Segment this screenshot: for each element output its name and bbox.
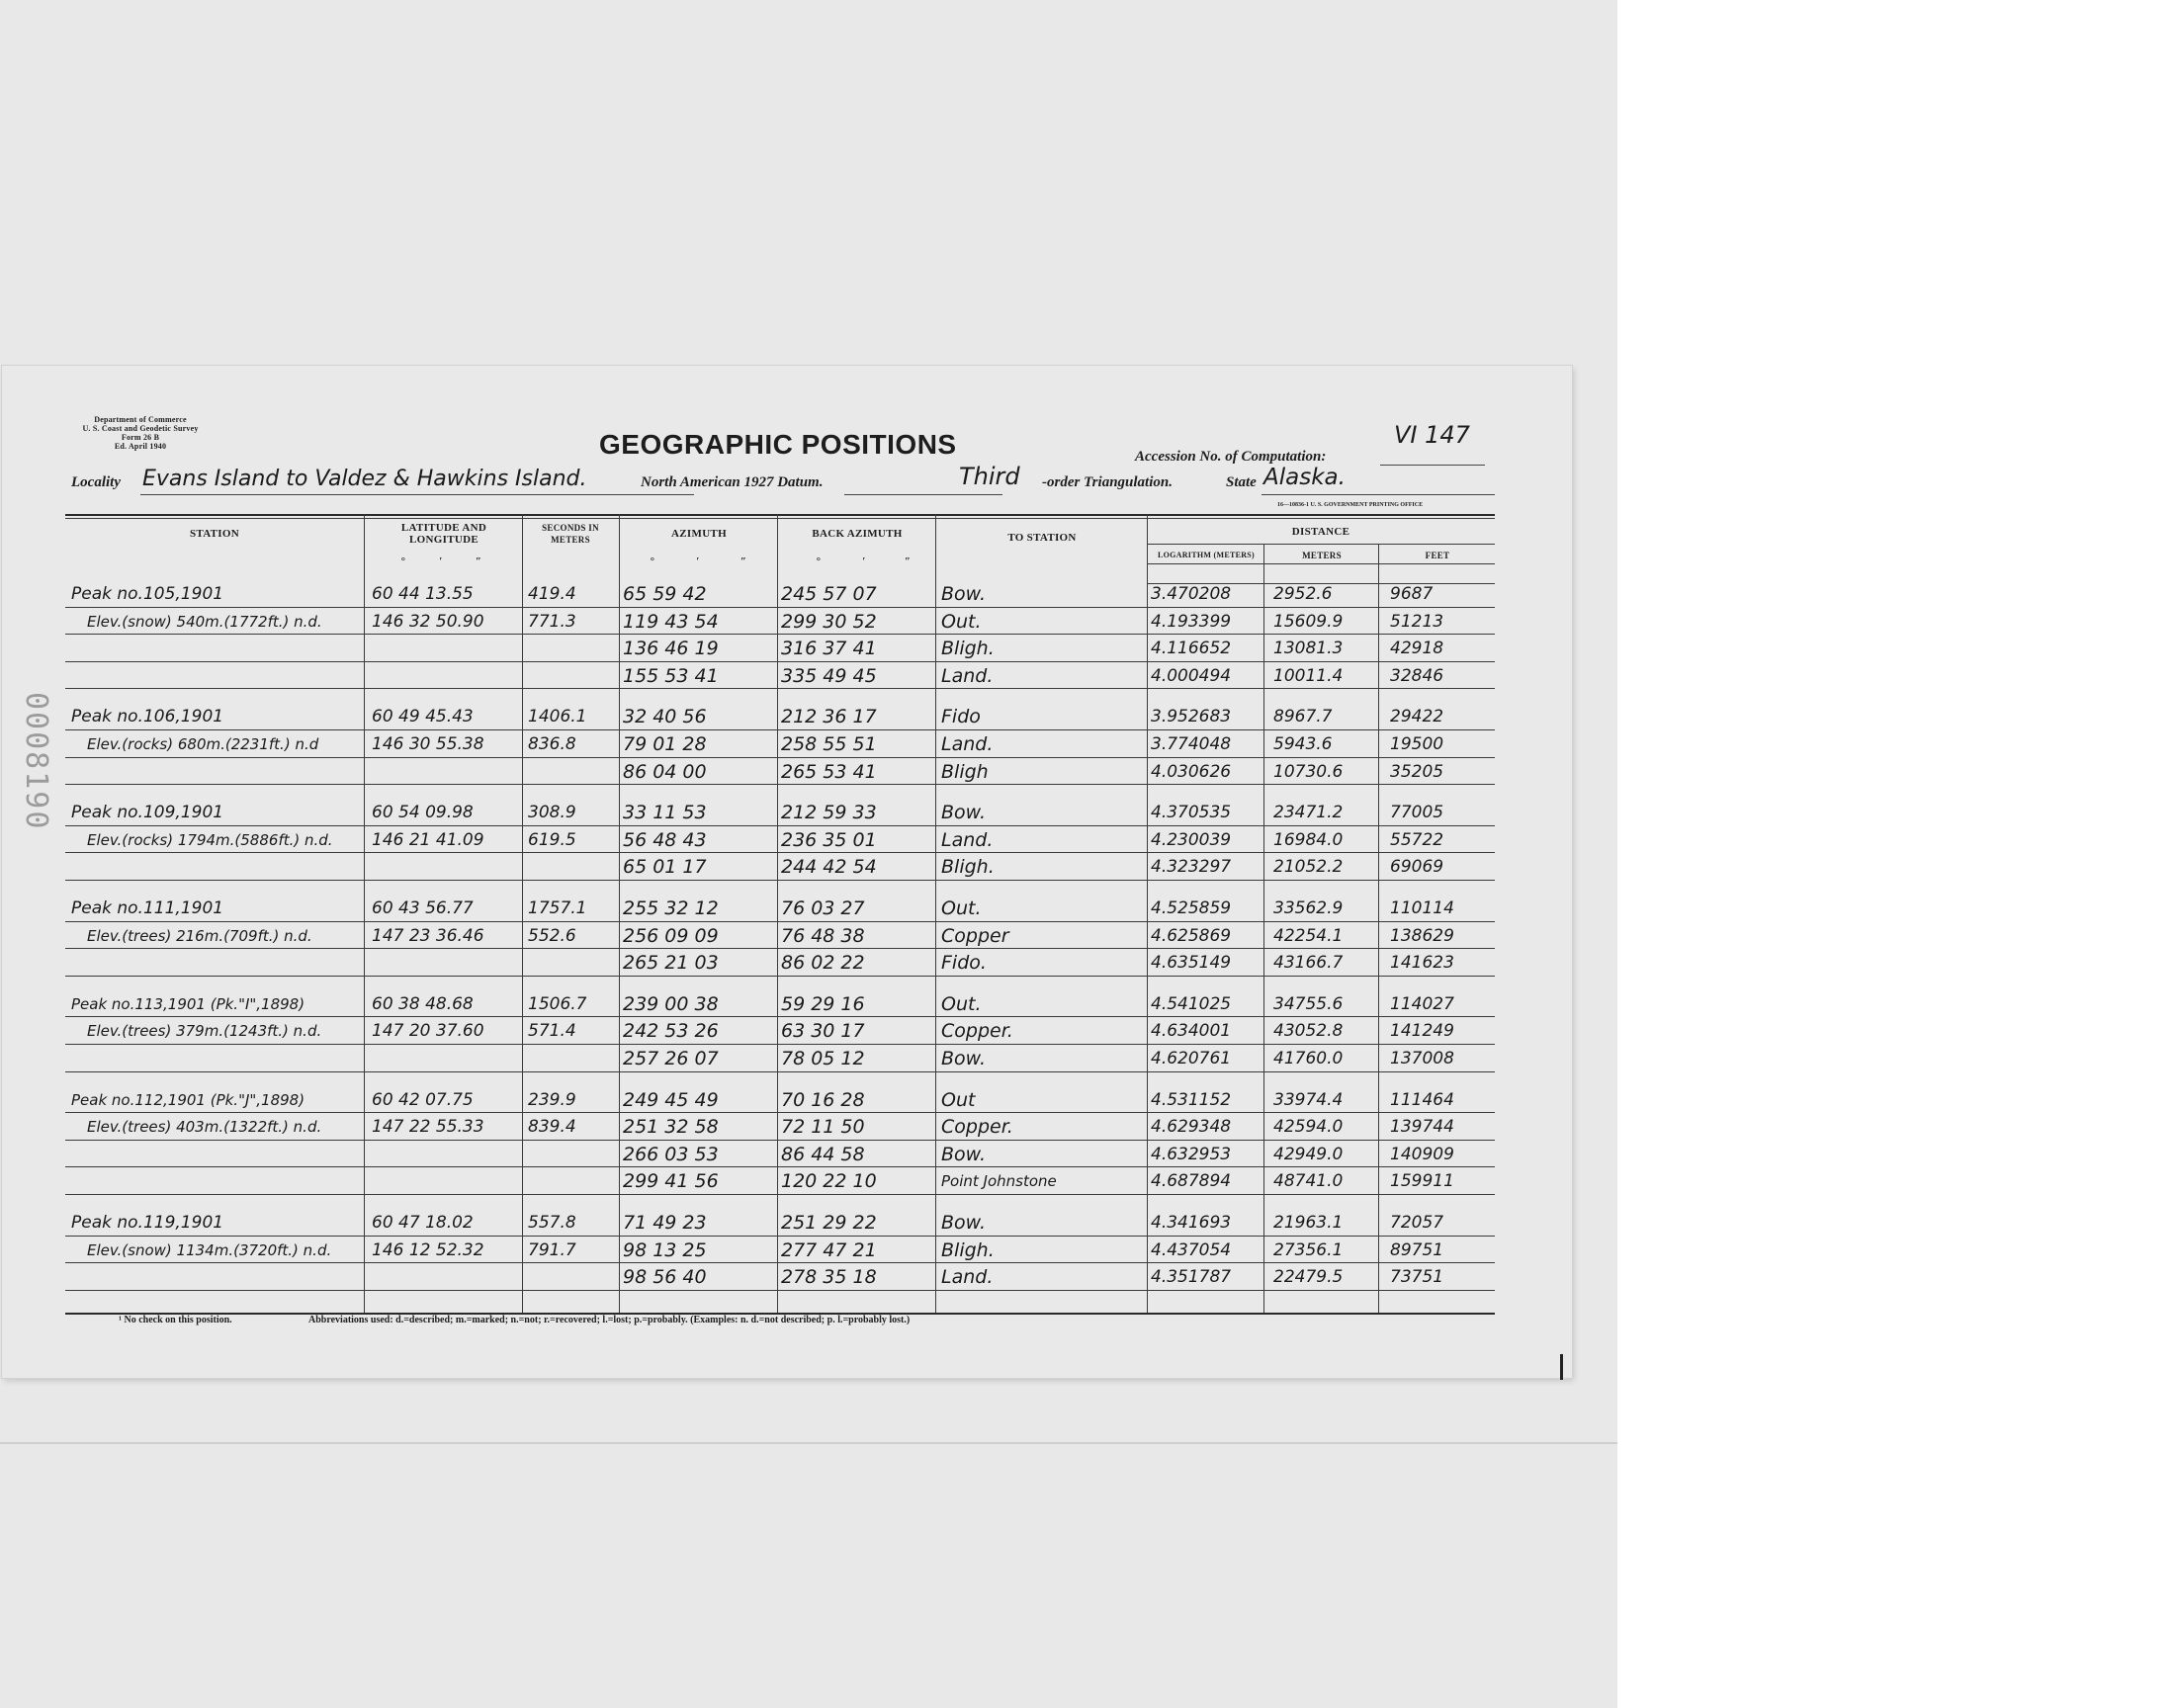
second-mark: ″ bbox=[904, 555, 912, 567]
header-latlon: LATITUDE AND LONGITUDE bbox=[400, 522, 487, 546]
to-station-cell: Bow. bbox=[941, 1212, 987, 1234]
accession-value: VI 147 bbox=[1394, 421, 1470, 449]
department-line: U. S. Coast and Geodetic Survey bbox=[82, 424, 199, 433]
to-station-cell: Land. bbox=[941, 1266, 994, 1289]
accession-underline bbox=[1380, 465, 1485, 466]
header-back-azimuth: BACK AZIMUTH bbox=[812, 528, 903, 540]
station-cell: Peak no.113,1901 (Pk."I",1898) bbox=[71, 994, 305, 1013]
feet-cell: 141623 bbox=[1390, 953, 1454, 974]
meters-cell: 10730.6 bbox=[1273, 761, 1344, 782]
row-rule bbox=[65, 1262, 1495, 1263]
feet-cell: 73751 bbox=[1390, 1267, 1444, 1288]
latlon-cell: 146 21 41.09 bbox=[372, 829, 484, 850]
feet-cell: 29422 bbox=[1390, 707, 1444, 727]
azimuth-cell: 255 32 12 bbox=[623, 897, 719, 919]
azimuth-cell: 56 48 43 bbox=[623, 828, 707, 851]
second-mark: ″ bbox=[740, 555, 747, 567]
seconds-cell: 619.5 bbox=[528, 829, 576, 850]
latlon-cell: 147 22 55.33 bbox=[372, 1117, 484, 1138]
locality-value: Evans Island to Valdez & Hawkins Island. bbox=[142, 467, 587, 491]
feet-cell: 159911 bbox=[1390, 1171, 1454, 1192]
logarithm-cell: 4.620761 bbox=[1151, 1049, 1232, 1068]
header-azimuth: AZIMUTH bbox=[671, 528, 727, 540]
seconds-cell: 419.4 bbox=[528, 584, 576, 604]
header-seconds: SECONDS IN METERS bbox=[542, 523, 599, 545]
meters-cell: 13081.3 bbox=[1273, 639, 1344, 659]
latlon-cell: 60 49 45.43 bbox=[372, 707, 474, 727]
row-rule bbox=[65, 661, 1495, 662]
station-cell: Elev.(snow) 1134m.(3720ft.) n.d. bbox=[87, 1240, 332, 1259]
feet-cell: 69069 bbox=[1390, 857, 1444, 878]
to-station-cell: Out. bbox=[941, 992, 982, 1015]
feet-cell: 137008 bbox=[1390, 1049, 1454, 1068]
logarithm-cell: 4.193399 bbox=[1151, 611, 1232, 632]
azimuth-cell: 155 53 41 bbox=[623, 664, 719, 687]
row-rule bbox=[65, 1016, 1495, 1017]
to-station-cell: Land. bbox=[941, 733, 994, 755]
station-cell: Peak no.109,1901 bbox=[71, 803, 224, 823]
azimuth-cell: 65 01 17 bbox=[623, 856, 707, 879]
meters-cell: 5943.6 bbox=[1273, 734, 1333, 754]
degree-mark: ° bbox=[400, 555, 406, 567]
azimuth-cell: 32 40 56 bbox=[623, 706, 707, 728]
row-rule bbox=[65, 1112, 1495, 1113]
latlon-cell: 147 20 37.60 bbox=[372, 1021, 484, 1042]
seconds-cell: 791.7 bbox=[528, 1239, 576, 1260]
state-value: Alaska. bbox=[1263, 465, 1346, 490]
back-azimuth-cell: 277 47 21 bbox=[781, 1238, 877, 1261]
feet-cell: 35205 bbox=[1390, 761, 1444, 782]
meters-cell: 8967.7 bbox=[1273, 707, 1333, 727]
latlon-cell: 60 42 07.75 bbox=[372, 1089, 474, 1110]
station-cell: Elev.(rocks) 680m.(2231ft.) n.d bbox=[87, 735, 319, 753]
station-cell: Elev.(trees) 379m.(1243ft.) n.d. bbox=[87, 1022, 322, 1041]
meters-cell: 33974.4 bbox=[1273, 1089, 1344, 1110]
row-rule bbox=[65, 1166, 1495, 1167]
azimuth-cell: 265 21 03 bbox=[623, 952, 719, 975]
logarithm-cell: 4.625869 bbox=[1151, 925, 1232, 946]
seconds-cell: 1757.1 bbox=[528, 898, 587, 918]
order-value: Third bbox=[959, 463, 1020, 490]
to-station-cell: Bligh. bbox=[941, 638, 995, 660]
latlon-cell: 147 23 36.46 bbox=[372, 925, 484, 946]
row-rule bbox=[65, 757, 1495, 758]
back-azimuth-cell: 316 37 41 bbox=[781, 638, 877, 660]
row-rule bbox=[65, 1071, 1495, 1072]
row-rule bbox=[65, 688, 1495, 689]
azimuth-cell: 249 45 49 bbox=[623, 1088, 719, 1111]
station-cell: Elev.(trees) 403m.(1322ft.) n.d. bbox=[87, 1118, 322, 1137]
distance-group-rule bbox=[1147, 544, 1495, 545]
azimuth-cell: 257 26 07 bbox=[623, 1048, 719, 1069]
latlon-cell: 146 12 52.32 bbox=[372, 1239, 484, 1260]
meters-cell: 2952.6 bbox=[1273, 584, 1333, 604]
station-cell: Elev.(snow) 540m.(1772ft.) n.d. bbox=[87, 612, 322, 631]
to-station-cell: Bow. bbox=[941, 1143, 987, 1165]
row-rule bbox=[65, 976, 1495, 977]
card-edge-mark bbox=[1560, 1354, 1563, 1380]
to-station-cell: Out bbox=[941, 1088, 976, 1111]
feet-cell: 89751 bbox=[1390, 1239, 1444, 1260]
meters-cell: 33562.9 bbox=[1273, 898, 1344, 918]
latlon-cell: 146 30 55.38 bbox=[372, 734, 484, 754]
back-azimuth-cell: 251 29 22 bbox=[781, 1212, 877, 1234]
azimuth-cell: 256 09 09 bbox=[623, 924, 719, 947]
back-azimuth-cell: 59 29 16 bbox=[781, 992, 865, 1015]
seconds-cell: 239.9 bbox=[528, 1089, 576, 1110]
minute-mark: ′ bbox=[862, 555, 866, 567]
meters-cell: 41760.0 bbox=[1273, 1049, 1344, 1068]
azimuth-cell: 251 32 58 bbox=[623, 1116, 719, 1139]
azimuth-cell: 71 49 23 bbox=[623, 1212, 707, 1234]
distance-subheader-rule bbox=[1147, 563, 1495, 564]
meters-cell: 48741.0 bbox=[1273, 1171, 1344, 1192]
logarithm-cell: 4.531152 bbox=[1151, 1089, 1232, 1110]
department-header bbox=[71, 415, 210, 451]
feet-cell: 141249 bbox=[1390, 1021, 1454, 1042]
feet-cell: 32846 bbox=[1390, 665, 1444, 686]
seconds-cell: 1406.1 bbox=[528, 707, 587, 727]
back-azimuth-cell: 120 22 10 bbox=[781, 1170, 877, 1193]
row-rule bbox=[65, 1290, 1495, 1291]
meters-cell: 43166.7 bbox=[1273, 953, 1344, 974]
back-azimuth-cell: 78 05 12 bbox=[781, 1048, 865, 1069]
station-cell: Peak no.111,1901 bbox=[71, 898, 224, 918]
logarithm-cell: 3.470208 bbox=[1151, 584, 1232, 604]
meters-cell: 43052.8 bbox=[1273, 1021, 1344, 1042]
logarithm-cell: 4.525859 bbox=[1151, 898, 1232, 918]
back-azimuth-cell: 278 35 18 bbox=[781, 1266, 877, 1289]
header-station: STATION bbox=[190, 528, 239, 540]
second-mark: ″ bbox=[475, 555, 482, 567]
datum-label: North American 1927 Datum. bbox=[641, 474, 824, 490]
back-azimuth-cell: 258 55 51 bbox=[781, 733, 877, 755]
to-station-cell: Out. bbox=[941, 610, 982, 633]
logarithm-cell: 4.437054 bbox=[1151, 1239, 1232, 1260]
department-line: Ed. April 1940 bbox=[114, 442, 167, 451]
locality-underline bbox=[140, 494, 694, 495]
accession-stamp: 0008190 bbox=[19, 692, 53, 831]
meters-cell: 42949.0 bbox=[1273, 1144, 1344, 1164]
degree-mark: ° bbox=[650, 555, 655, 567]
logarithm-cell: 4.323297 bbox=[1151, 857, 1232, 878]
back-azimuth-cell: 63 30 17 bbox=[781, 1020, 865, 1043]
back-azimuth-cell: 244 42 54 bbox=[781, 856, 877, 879]
logarithm-cell: 4.632953 bbox=[1151, 1144, 1232, 1164]
row-rule bbox=[65, 1236, 1495, 1237]
to-station-cell: Copper. bbox=[941, 1116, 1013, 1139]
latlon-cell: 146 32 50.90 bbox=[372, 611, 484, 632]
locality-label: Locality bbox=[71, 474, 121, 490]
header-feet: FEET bbox=[1425, 551, 1450, 560]
row-rule bbox=[65, 825, 1495, 826]
meters-cell: 21052.2 bbox=[1273, 857, 1344, 878]
to-station-cell: Bow. bbox=[941, 583, 987, 605]
back-azimuth-cell: 86 44 58 bbox=[781, 1143, 865, 1165]
meters-cell: 27356.1 bbox=[1273, 1239, 1344, 1260]
to-station-cell: Copper bbox=[941, 924, 1009, 947]
abbreviations-note: Abbreviations used: d.=described; m.=marked; n.=not; r.=recovered; l.=lost; p.=probably. (Examples: n. d.=not described; p. l.=probably lost.) bbox=[308, 1315, 911, 1325]
order-underline bbox=[844, 494, 1002, 495]
col-rule bbox=[1263, 544, 1264, 1315]
station-cell: Peak no.112,1901 (Pk."J",1898) bbox=[71, 1090, 305, 1109]
logarithm-cell: 4.351787 bbox=[1151, 1267, 1232, 1288]
logarithm-cell: 4.116652 bbox=[1151, 639, 1232, 659]
state-underline bbox=[1262, 494, 1495, 495]
feet-cell: 72057 bbox=[1390, 1213, 1444, 1233]
meters-cell: 15609.9 bbox=[1273, 611, 1344, 632]
feet-cell: 42918 bbox=[1390, 639, 1444, 659]
row-rule bbox=[65, 607, 1495, 608]
row-rule bbox=[65, 634, 1495, 635]
logarithm-cell: 4.370535 bbox=[1151, 803, 1232, 823]
department-line: Form 26 B bbox=[121, 433, 160, 442]
seconds-cell: 571.4 bbox=[528, 1021, 576, 1042]
header-meters: METERS bbox=[1302, 551, 1342, 560]
azimuth-cell: 33 11 53 bbox=[623, 802, 707, 824]
logarithm-cell: 4.634001 bbox=[1151, 1021, 1232, 1042]
back-azimuth-cell: 76 03 27 bbox=[781, 897, 865, 919]
meters-cell: 16984.0 bbox=[1273, 829, 1344, 850]
seconds-cell: 1506.7 bbox=[528, 993, 587, 1014]
feet-cell: 19500 bbox=[1390, 734, 1444, 754]
back-azimuth-cell: 212 59 33 bbox=[781, 802, 877, 824]
row-rule bbox=[65, 921, 1495, 922]
latlon-cell: 60 38 48.68 bbox=[372, 993, 474, 1014]
logarithm-cell: 4.687894 bbox=[1151, 1171, 1232, 1192]
minute-mark: ′ bbox=[696, 555, 700, 567]
to-station-cell: Bow. bbox=[941, 802, 987, 824]
back-azimuth-cell: 265 53 41 bbox=[781, 760, 877, 783]
back-azimuth-cell: 76 48 38 bbox=[781, 924, 865, 947]
minute-mark: ′ bbox=[439, 555, 443, 567]
latlon-cell: 60 43 56.77 bbox=[372, 898, 474, 918]
station-cell: Elev.(rocks) 1794m.(5886ft.) n.d. bbox=[87, 830, 333, 849]
to-station-cell: Bligh. bbox=[941, 1238, 995, 1261]
azimuth-cell: 119 43 54 bbox=[623, 610, 719, 633]
positions-table bbox=[65, 514, 1495, 1315]
back-azimuth-cell: 335 49 45 bbox=[781, 664, 877, 687]
row-rule bbox=[65, 784, 1495, 785]
azimuth-cell: 299 41 56 bbox=[623, 1170, 719, 1193]
station-cell: Peak no.106,1901 bbox=[71, 707, 224, 727]
back-azimuth-cell: 245 57 07 bbox=[781, 583, 877, 605]
row-rule bbox=[65, 1044, 1495, 1045]
to-station-cell: Fido bbox=[941, 706, 981, 728]
to-station-cell: Out. bbox=[941, 897, 982, 919]
feet-cell: 55722 bbox=[1390, 829, 1444, 850]
to-station-cell: Copper. bbox=[941, 1020, 1013, 1043]
azimuth-cell: 266 03 53 bbox=[623, 1143, 719, 1165]
page-title: GEOGRAPHIC POSITIONS bbox=[599, 429, 957, 460]
feet-cell: 110114 bbox=[1390, 898, 1454, 918]
latlon-cell: 60 44 13.55 bbox=[372, 584, 474, 604]
locality-row bbox=[71, 463, 1495, 496]
to-station-cell: Land. bbox=[941, 828, 994, 851]
feet-cell: 114027 bbox=[1390, 993, 1454, 1014]
to-station-cell: Bligh. bbox=[941, 856, 995, 879]
seconds-cell: 771.3 bbox=[528, 611, 576, 632]
feet-cell: 138629 bbox=[1390, 925, 1454, 946]
to-station-cell: Bow. bbox=[941, 1048, 987, 1069]
order-label: -order Triangulation. bbox=[1042, 474, 1173, 490]
scan-band bbox=[0, 1442, 1617, 1444]
to-station-cell: Point Johnstone bbox=[941, 1172, 1057, 1191]
feet-cell: 51213 bbox=[1390, 611, 1444, 632]
latlon-cell: 60 54 09.98 bbox=[372, 803, 474, 823]
form-number: 16—10836-1 U. S. GOVERNMENT PRINTING OFFICE bbox=[1277, 502, 1424, 508]
logarithm-cell: 4.635149 bbox=[1151, 953, 1232, 974]
row-rule bbox=[65, 1140, 1495, 1141]
row-rule bbox=[65, 729, 1495, 730]
back-azimuth-cell: 212 36 17 bbox=[781, 706, 877, 728]
logarithm-cell: 3.952683 bbox=[1151, 707, 1232, 727]
seconds-cell: 836.8 bbox=[528, 734, 576, 754]
meters-cell: 22479.5 bbox=[1273, 1267, 1344, 1288]
accession-label: Accession No. of Computation: bbox=[1135, 449, 1327, 465]
row-rule bbox=[65, 948, 1495, 949]
feet-cell: 9687 bbox=[1390, 584, 1434, 604]
seconds-cell: 839.4 bbox=[528, 1117, 576, 1138]
back-azimuth-cell: 299 30 52 bbox=[781, 610, 877, 633]
seconds-cell: 552.6 bbox=[528, 925, 576, 946]
station-cell: Peak no.105,1901 bbox=[71, 584, 224, 604]
azimuth-cell: 136 46 19 bbox=[623, 638, 719, 660]
station-cell: Peak no.119,1901 bbox=[71, 1213, 224, 1233]
row-rule bbox=[65, 880, 1495, 881]
footnote: ¹ No check on this position. bbox=[119, 1315, 232, 1325]
logarithm-cell: 3.774048 bbox=[1151, 734, 1232, 754]
meters-cell: 42254.1 bbox=[1273, 925, 1344, 946]
department-line: Department of Commerce bbox=[94, 415, 187, 424]
feet-cell: 139744 bbox=[1390, 1117, 1454, 1138]
logarithm-cell: 4.629348 bbox=[1151, 1117, 1232, 1138]
degree-mark: ° bbox=[816, 555, 822, 567]
row-rule bbox=[65, 852, 1495, 853]
header-logarithm: LOGARITHM (METERS) bbox=[1157, 551, 1256, 559]
to-station-cell: Bligh bbox=[941, 760, 989, 783]
azimuth-cell: 98 13 25 bbox=[623, 1238, 707, 1261]
logarithm-cell: 4.030626 bbox=[1151, 761, 1232, 782]
feet-cell: 140909 bbox=[1390, 1144, 1454, 1164]
meters-cell: 10011.4 bbox=[1273, 665, 1344, 686]
to-station-cell: Land. bbox=[941, 664, 994, 687]
azimuth-cell: 65 59 42 bbox=[623, 583, 707, 605]
logarithm-cell: 4.000494 bbox=[1151, 665, 1232, 686]
back-azimuth-cell: 70 16 28 bbox=[781, 1088, 865, 1111]
row-rule bbox=[65, 1194, 1495, 1195]
seconds-cell: 308.9 bbox=[528, 803, 576, 823]
header-to-station: TO STATION bbox=[1007, 532, 1077, 544]
to-station-cell: Fido. bbox=[941, 952, 987, 975]
seconds-cell: 557.8 bbox=[528, 1213, 576, 1233]
feet-cell: 77005 bbox=[1390, 803, 1444, 823]
azimuth-cell: 98 56 40 bbox=[623, 1266, 707, 1289]
logarithm-cell: 4.541025 bbox=[1151, 993, 1232, 1014]
meters-cell: 42594.0 bbox=[1273, 1117, 1344, 1138]
station-cell: Elev.(trees) 216m.(709ft.) n.d. bbox=[87, 926, 312, 945]
meters-cell: 21963.1 bbox=[1273, 1213, 1344, 1233]
azimuth-cell: 242 53 26 bbox=[623, 1020, 719, 1043]
latlon-cell: 60 47 18.02 bbox=[372, 1213, 474, 1233]
azimuth-cell: 86 04 00 bbox=[623, 760, 707, 783]
logarithm-cell: 4.230039 bbox=[1151, 829, 1232, 850]
back-azimuth-cell: 86 02 22 bbox=[781, 952, 865, 975]
logarithm-cell: 4.341693 bbox=[1151, 1213, 1232, 1233]
feet-cell: 111464 bbox=[1390, 1089, 1454, 1110]
state-label: State bbox=[1226, 474, 1257, 490]
back-azimuth-cell: 72 11 50 bbox=[781, 1116, 865, 1139]
table-top-rule bbox=[65, 514, 1495, 516]
azimuth-cell: 239 00 38 bbox=[623, 992, 719, 1015]
col-rule bbox=[1378, 544, 1379, 1315]
azimuth-cell: 79 01 28 bbox=[623, 733, 707, 755]
table-top-rule-2 bbox=[65, 518, 1495, 519]
meters-cell: 34755.6 bbox=[1273, 993, 1344, 1014]
header-distance: DISTANCE bbox=[1291, 526, 1350, 538]
back-azimuth-cell: 236 35 01 bbox=[781, 828, 877, 851]
meters-cell: 23471.2 bbox=[1273, 803, 1344, 823]
